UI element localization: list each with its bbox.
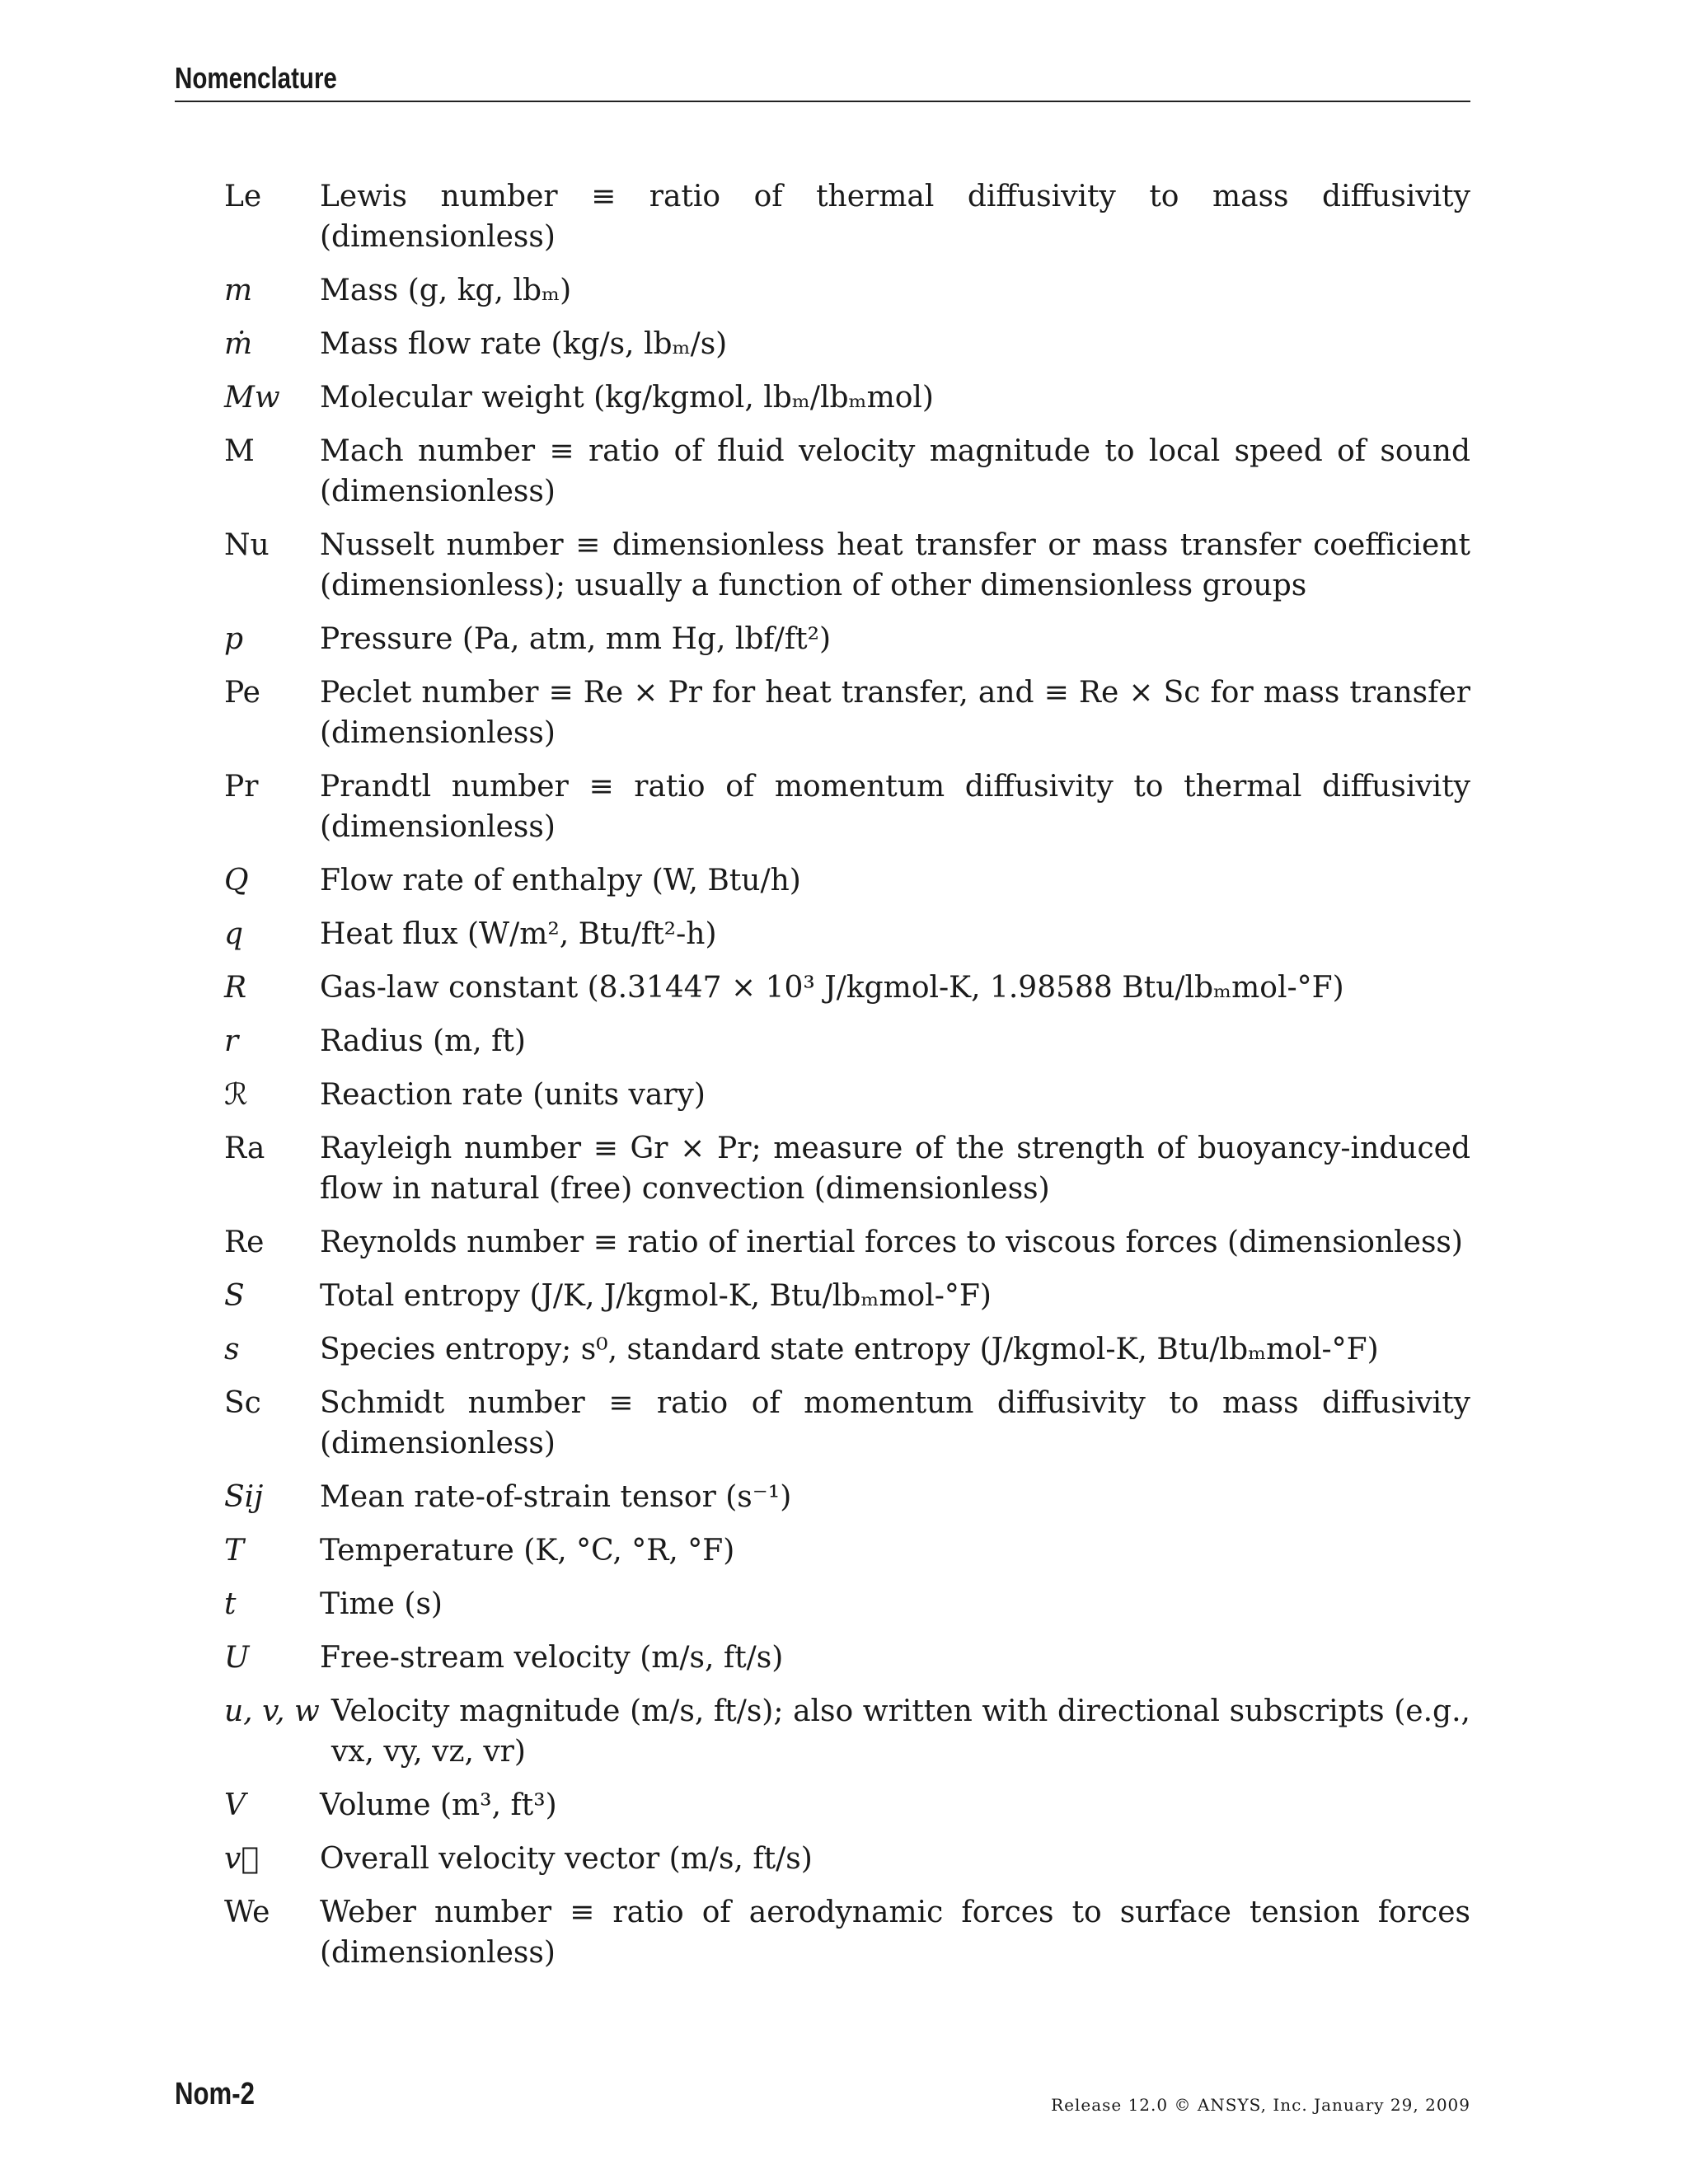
nomenclature-entry (224, 766, 1470, 847)
entry-description: Mass (g, kg, lbₘ) (320, 274, 572, 307)
entry-symbol: U (224, 1641, 250, 1675)
nomenclature-entry (224, 1128, 1470, 1209)
entry-symbol: v⃗ (224, 1842, 259, 1876)
nomenclature-entry (224, 525, 1470, 606)
entry-symbol: R (224, 971, 247, 1005)
nomenclature-entry (224, 1075, 1470, 1115)
entry-symbol: Pr (224, 770, 259, 804)
release-note: Release 12.0 © ANSYS, Inc. January 29, 2009 (1051, 2095, 1470, 2115)
entry-description: Prandtl number ≡ ratio of momentum diffusivity to thermal diffusivity (dimensionless) (320, 770, 1470, 844)
nomenclature-entry (224, 1021, 1470, 1062)
nomenclature-entry (224, 1839, 1470, 1879)
entry-description: Time (s) (320, 1587, 443, 1621)
entry-description: Schmidt number ≡ ratio of momentum diffusivity to mass diffusivity (dimensionless) (320, 1386, 1470, 1460)
entry-description: Reynolds number ≡ ratio of inertial forces to viscous forces (dimensionless) (320, 1226, 1463, 1259)
nomenclature-entry (224, 1329, 1470, 1370)
entry-description: Volume (m³, ft³) (320, 1788, 557, 1822)
nomenclature-entry (224, 1785, 1470, 1825)
nomenclature-entry (224, 176, 1470, 257)
entry-description: Temperature (K, °C, °R, °F) (320, 1534, 735, 1568)
entry-description: Overall velocity vector (m/s, ft/s) (320, 1842, 813, 1876)
nomenclature-entry (224, 968, 1470, 1008)
entry-symbol: Nu (224, 528, 270, 562)
entry-symbol: We (224, 1896, 270, 1929)
entry-description: Radius (m, ft) (320, 1024, 526, 1058)
nomenclature-list (224, 176, 1470, 1986)
entry-symbol: t (224, 1587, 237, 1621)
header-divider (175, 101, 1470, 102)
entry-symbol: ℛ (224, 1078, 248, 1112)
nomenclature-entry (224, 1638, 1470, 1678)
page-number: Nom-2 (175, 2077, 255, 2111)
entry-description: Molecular weight (kg/kgmol, lbₘ/lbₘmol) (320, 381, 934, 415)
nomenclature-entry (224, 1477, 1470, 1517)
entry-description: Weber number ≡ ratio of aerodynamic forces to surface tension forces (dimensionless) (320, 1896, 1470, 1970)
nomenclature-entry (224, 860, 1470, 901)
nomenclature-entry (224, 914, 1470, 954)
nomenclature-entry (224, 1892, 1470, 1973)
entry-symbol: Pe (224, 676, 260, 710)
entry-description: Species entropy; s⁰, standard state entropy (J/kgmol-K, Btu/lbₘmol-°F) (320, 1333, 1379, 1366)
entry-symbol: m (224, 274, 253, 307)
entry-symbol: Q (224, 864, 249, 898)
entry-symbol: Re (224, 1226, 265, 1259)
nomenclature-entry (224, 431, 1470, 512)
nomenclature-entry (224, 1276, 1470, 1316)
nomenclature-entry (224, 270, 1470, 311)
nomenclature-entry (224, 377, 1470, 418)
nomenclature-entry (224, 324, 1470, 364)
entry-symbol: s (224, 1333, 240, 1366)
nomenclature-entry (224, 673, 1470, 753)
entry-description: Heat flux (W/m², Btu/ft²-h) (320, 917, 717, 951)
entry-description: Mach number ≡ ratio of fluid velocity magnitude to local speed of sound (dimensionless) (320, 434, 1470, 509)
nomenclature-entry (224, 1584, 1470, 1624)
nomenclature-entry (224, 1530, 1470, 1571)
entry-description: Lewis number ≡ ratio of thermal diffusivity to mass diffusivity (dimensionless) (320, 180, 1470, 254)
nomenclature-entry (224, 1222, 1470, 1263)
page-header-title: Nomenclature (175, 61, 337, 95)
entry-symbol: M (224, 434, 255, 468)
nomenclature-entry (224, 619, 1470, 659)
entry-symbol: Sij (224, 1480, 264, 1514)
entry-description: Pressure (Pa, atm, mm Hg, lbf/ft²) (320, 622, 832, 656)
entry-symbol: r (224, 1024, 239, 1058)
entry-description: Mass flow rate (kg/s, lbₘ/s) (320, 327, 728, 361)
entry-symbol: u, v, w (224, 1694, 320, 1728)
entry-symbol: V (224, 1788, 246, 1822)
entry-symbol: p (224, 622, 244, 656)
entry-symbol: q (224, 917, 244, 951)
entry-description: Nusselt number ≡ dimensionless heat transfer or mass transfer coefficient (dimensionless); usually a function of other dimensionless groups (320, 528, 1470, 602)
entry-description: Total entropy (J/K, J/kgmol-K, Btu/lbₘmol-°F) (320, 1279, 992, 1313)
entry-description: Mean rate-of-strain tensor (s⁻¹) (320, 1480, 792, 1514)
entry-symbol: Le (224, 180, 262, 213)
entry-description: Reaction rate (units vary) (320, 1078, 706, 1112)
entry-symbol: Sc (224, 1386, 261, 1420)
entry-symbol: T (224, 1534, 245, 1568)
entry-description: Flow rate of enthalpy (W, Btu/h) (320, 864, 801, 898)
nomenclature-entry (224, 1691, 1470, 1772)
entry-symbol: Mw (224, 381, 280, 415)
entry-description: Gas-law constant (8.31447 × 10³ J/kgmol-K, 1.98588 Btu/lbₘmol-°F) (320, 971, 1344, 1005)
entry-description: Velocity magnitude (m/s, ft/s); also written with directional subscripts (e.g., vx, vy, vz, vr) (331, 1694, 1470, 1769)
entry-description: Peclet number ≡ Re × Pr for heat transfer, and ≡ Re × Sc for mass transfer (dimensionless) (320, 676, 1470, 750)
entry-symbol: S (224, 1279, 245, 1313)
entry-symbol: ṁ (224, 327, 253, 361)
entry-description: Rayleigh number ≡ Gr × Pr; measure of the strength of buoyancy-induced flow in natural (free) convection (dimensionless) (320, 1132, 1470, 1206)
entry-symbol: Ra (224, 1132, 265, 1165)
entry-description: Free-stream velocity (m/s, ft/s) (320, 1641, 784, 1675)
nomenclature-entry (224, 1383, 1470, 1464)
